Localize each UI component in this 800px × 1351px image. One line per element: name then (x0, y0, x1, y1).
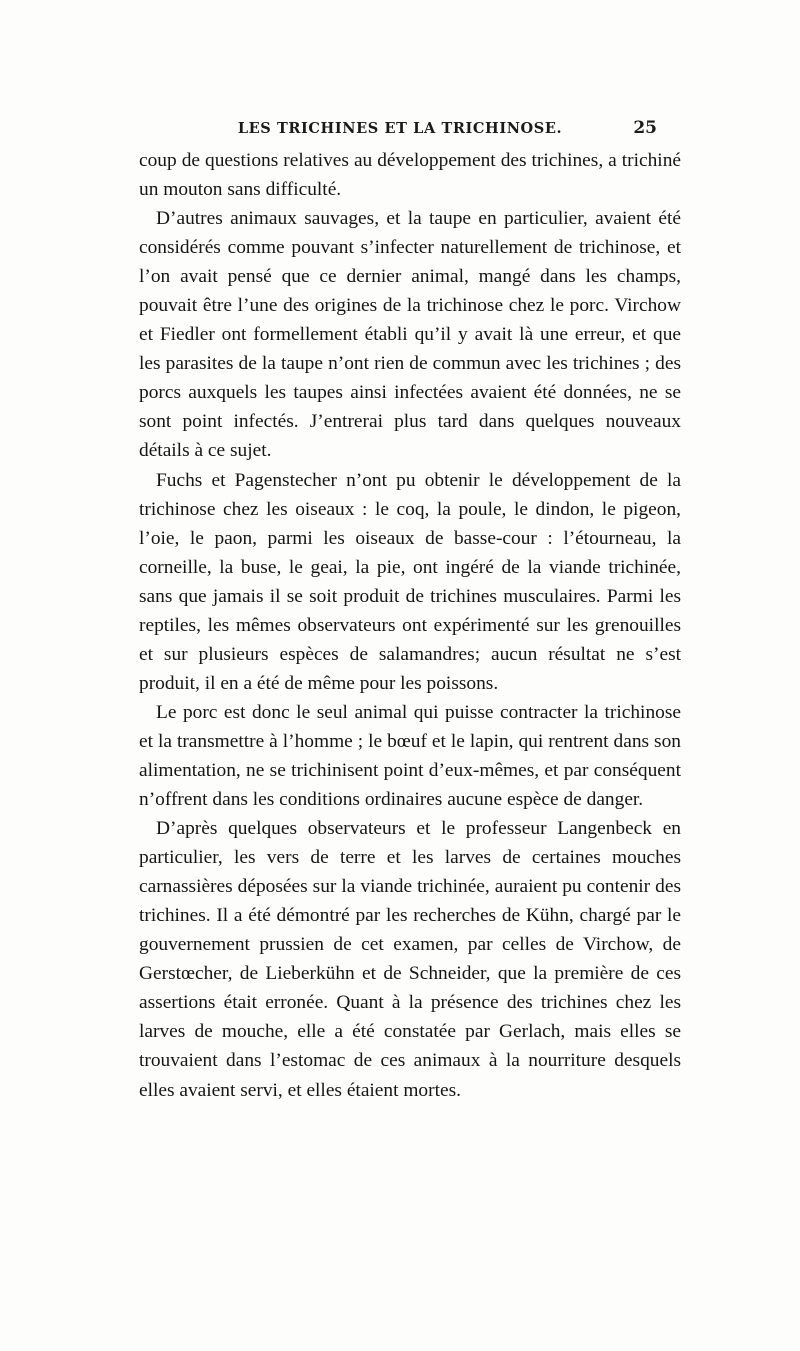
paragraph-larves: D’après quelques observateurs et le professeur Langenbeck en particulier, les vers de terre et les larves de certaines mouches carnassières déposées sur la viande trichinée, auraient pu contenir des trichines. Il a été démontré par les recherches de Kühn, chargé par le gouvernement prussien de cet examen, par celles de Virchow, de Gerstœcher, de Lieberkühn et de Schneider, que la première de ces assertions était erronée. Quant à la présence des trichines chez les larves de mouche, elle a été constatée par Gerlach, mais elles se trouvaient dans l’estomac de ces animaux à la nourriture desquels elles avaient servi, et elles étaient mortes. (139, 818, 681, 1101)
paragraph-oiseaux: Fuchs et Pagenstecher n’ont pu obtenir le développement de la trichinose chez les oiseaux : le coq, la poule, le dindon, le pigeon, l’oie, le paon, parmi les oiseaux de basse-cour : l’étourneau, la corneille, la buse, le geai, la pie, ont ingéré de la viande trichinée, sans que jamais il se soit produit de trichines musculaires. Parmi les reptiles, les mêmes observateurs ont expérimenté sur les grenouilles et sur plusieurs espèces de salamandres; aucun résultat ne s’est produit, il en a été de même pour les poissons. (139, 469, 681, 694)
paragraph-porc: Le porc est donc le seul animal qui puisse contracter la trichinose et la transmettre à l’homme ; le bœuf et le lapin, qui rentrent dans son alimentation, ne se trichinisent point d’eux-mêmes, et par conséquent n’offrent dans les conditions ordinaires aucune espèce de danger. (139, 701, 681, 811)
body-text (139, 146, 681, 1105)
running-header (0, 118, 800, 142)
running-title: LES TRICHINES ET LA TRICHINOSE. (237, 120, 563, 137)
paragraph-continuation: coup de questions relatives au développement des trichines, a trichiné un mouton sans difficulté. (139, 150, 681, 201)
page-number: 25 (633, 118, 657, 138)
paragraph-taupe: D’autres animaux sauvages, et la taupe en particulier, avaient été considérés comme pouvant s’infecter naturellement de trichinose, et l’on avait pensé que ce dernier animal, mangé dans les champs, pouvait être l’une des origines de la trichinose chez le porc. Virchow et Fiedler ont formellement établi qu’il y avait là une erreur, et que les parasites de la taupe n’ont rien de commun avec les trichines ; des porcs auxquels les taupes ainsi infectées avaient été données, ne se sont point infectés. J’entrerai plus tard dans quelques nouveaux détails à ce sujet. (139, 208, 681, 462)
